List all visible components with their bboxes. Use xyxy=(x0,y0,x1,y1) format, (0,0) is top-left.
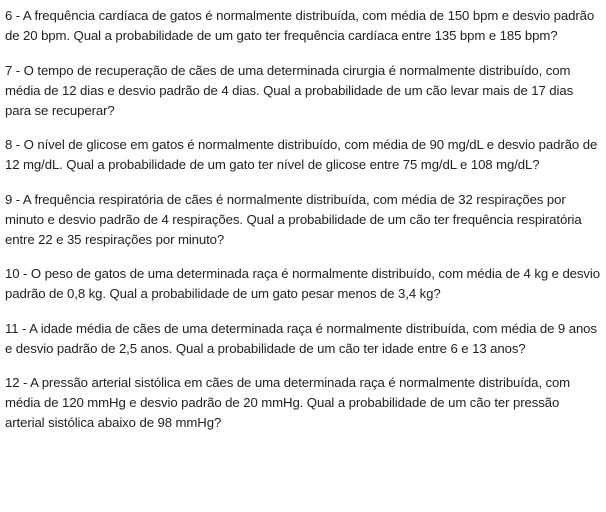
question-11: 11 - A idade média de cães de uma determinada raça é normalmente distribuída, com média de 9 anos e desvio padrão de 2,5 anos. Qual a probabilidade de um cão ter idade entre 6 e 13 anos? xyxy=(5,320,597,356)
question-8: 8 - O nível de glicose em gatos é normalmente distribuído, com média de 90 mg/dL e desvio padrão de 12 mg/dL. Qual a probabilidade de um gato ter nível de glicose entre 75 mg/dL e 108 mg/dL? xyxy=(5,137,598,172)
document-body xyxy=(5,6,601,448)
question-10: 10 - O peso de gatos de uma determinada raça é normalmente distribuído, com média de 4 kg e desvio padrão de 0,8 kg. Qual a probabilidade de um gato pesar menos de 3,4 kg? xyxy=(5,266,600,301)
question-7: 7 - O tempo de recuperação de cães de uma determinada cirurgia é normalmente distribuído, com média de 12 dias e desvio padrão de 4 dias. Qual a probabilidade de um cão levar mais de 17 dias para se recuperar? xyxy=(5,62,574,118)
question-9: 9 - A frequência respiratória de cães é normalmente distribuída, com média de 32 respirações por minuto e desvio padrão de 4 respirações. Qual a probabilidade de um cão ter frequência respiratória entre 22 e 35 respirações por minuto? xyxy=(5,191,582,247)
question-12: 12 - A pressão arterial sistólica em cães de uma determinada raça é normalmente distribuída, com média de 120 mmHg e desvio padrão de 20 mmHg. Qual a probabilidade de um cão ter pressão arterial sistólica abaixo de 98 mmHg? xyxy=(5,375,571,430)
question-6: 6 - A frequência cardíaca de gatos é normalmente distribuída, com média de 150 bpm e desvio padrão de 20 bpm. Qual a probabilidade de um gato ter frequência cardíaca entre 135 bpm e 185 bpm? xyxy=(5,8,595,43)
